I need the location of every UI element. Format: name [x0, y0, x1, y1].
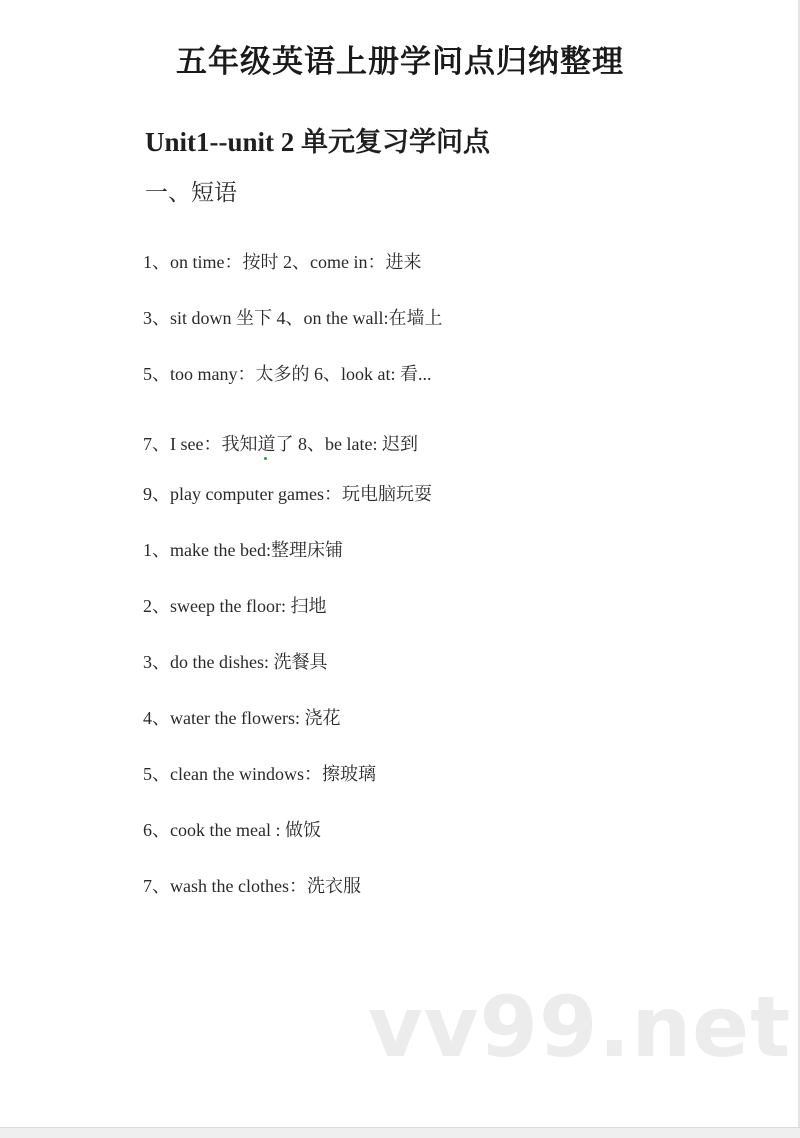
- unit-heading-en: Unit1--unit 2: [145, 127, 295, 157]
- phrase-line-7: 2、sweep the floor: 扫地: [143, 596, 327, 616]
- phrase-line-2: 3、sit down 坐下 4、on the wall:在墙上: [143, 308, 443, 328]
- phrase-line-6: 1、make the bed:整理床铺: [143, 540, 343, 560]
- phrase-line-5: 9、play computer games：玩电脑玩耍: [143, 484, 432, 504]
- unit-heading: [145, 120, 490, 159]
- section-heading: 一、短语: [145, 180, 237, 205]
- phrase-line-1: 1、on time：按时 2、come in：进来: [143, 252, 422, 272]
- phrase-line-8: 3、do the dishes: 洗餐具: [143, 652, 328, 672]
- unit-heading-zh: 单元复习学问点: [294, 127, 491, 157]
- phrase-line-9: 4、water the flowers: 浇花: [143, 708, 341, 728]
- page-bottom-edge: [0, 1127, 800, 1138]
- green-dot-mark: [264, 457, 267, 460]
- phrase-line-3: 5、too many：太多的 6、look at: 看...: [143, 364, 432, 384]
- phrase-line-4: 7、I see：我知道了 8、be late: 迟到: [143, 434, 418, 454]
- phrase-line-12: 7、wash the clothes：洗衣服: [143, 876, 361, 896]
- phrase-line-11: 6、cook the meal : 做饭: [143, 820, 321, 840]
- watermark: vv99.net: [368, 978, 792, 1076]
- page-title: 五年级英语上册学问点归纳整理: [176, 44, 624, 79]
- phrase-line-10: 5、clean the windows：擦玻璃: [143, 764, 376, 784]
